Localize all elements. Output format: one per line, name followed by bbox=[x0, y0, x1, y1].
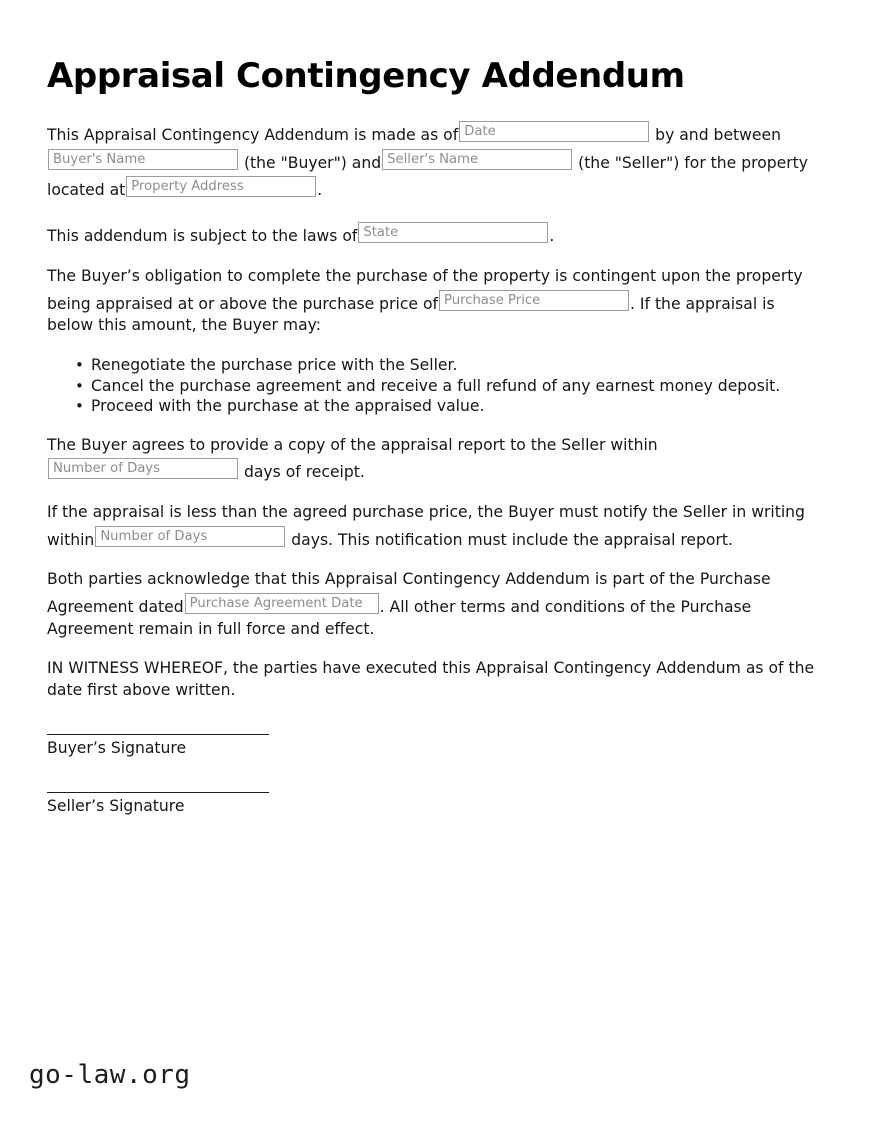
number-of-days-field[interactable]: Number of Days bbox=[48, 458, 238, 479]
list-item-label: Proceed with the purchase at the appraised value. bbox=[91, 397, 485, 415]
bullet-icon: • bbox=[75, 376, 84, 395]
seller-name-field[interactable]: Seller's Name bbox=[382, 149, 572, 170]
list-item bbox=[75, 396, 815, 417]
purchase-price-field[interactable]: Purchase Price bbox=[439, 290, 629, 311]
paragraph-contingency-text-2: . If the appraisal is below this amount, the Buyer may: bbox=[47, 294, 775, 335]
paragraph-governing-law-text-1: This addendum is subject to the laws of bbox=[47, 227, 358, 246]
list-item bbox=[75, 355, 815, 376]
signature-block bbox=[47, 734, 815, 816]
paragraph-parties-text-4: (the "Seller") for the property located at bbox=[47, 153, 808, 200]
buyer-name-field[interactable]: Buyer's Name bbox=[48, 149, 238, 170]
seller-signature-line[interactable] bbox=[47, 792, 269, 793]
seller-signature-label: Seller’s Signature bbox=[47, 796, 185, 815]
bullet-icon: • bbox=[75, 356, 84, 374]
number-of-days-field-2[interactable]: Number of Days bbox=[95, 526, 285, 547]
seller-signature-group bbox=[47, 792, 815, 816]
paragraph-parties-text-5: . bbox=[317, 181, 323, 200]
document-body bbox=[47, 119, 815, 816]
paragraph-parties bbox=[47, 119, 815, 202]
paragraph-notice-text-1: If the appraisal is less than the agreed purchase price, the Buyer must notify the Seller in writing within bbox=[47, 502, 805, 549]
paragraph-contingency bbox=[47, 266, 815, 337]
paragraph-contingency-text-1: The Buyer’s obligation to complete the purchase of the property is contingent upon the property being appraised at or above the purchase price of bbox=[47, 266, 803, 313]
site-brand: go-law.org bbox=[29, 1060, 191, 1090]
paragraph-witness: IN WITNESS WHEREOF, the parties have executed this Appraisal Contingency Addendum as of the date first above written. bbox=[47, 659, 815, 700]
paragraph-report-delivery-text-2: days of receipt. bbox=[243, 463, 365, 482]
buyer-signature-line[interactable] bbox=[47, 734, 269, 735]
date-field[interactable]: Date bbox=[459, 121, 649, 142]
paragraph-notice-text-2: days. This notification must include the appraisal report. bbox=[291, 530, 733, 549]
paragraph-report-delivery-text-1: The Buyer agrees to provide a copy of the appraisal report to the Seller within bbox=[47, 435, 658, 454]
property-address-field[interactable]: Property Address bbox=[126, 176, 316, 197]
paragraph-parties-text-1: This Appraisal Contingency Addendum is made as of bbox=[47, 126, 459, 145]
buyer-signature-group bbox=[47, 734, 815, 758]
state-field[interactable]: State bbox=[358, 222, 548, 243]
paragraph-acknowledgement-text-1: Both parties acknowledge that this Appraisal Contingency Addendum is part of the Purchase Agreement dated bbox=[47, 570, 771, 617]
page-title: Appraisal Contingency Addendum bbox=[47, 56, 685, 96]
paragraph-parties-text-2: by and between bbox=[655, 126, 781, 145]
buyer-options-list bbox=[47, 355, 815, 417]
list-item-label: Renegotiate the purchase price with the Seller. bbox=[91, 356, 458, 374]
bullet-icon: • bbox=[75, 397, 84, 415]
buyer-signature-label: Buyer’s Signature bbox=[47, 738, 187, 757]
paragraph-acknowledgement-text-2: . All other terms and conditions of the Purchase Agreement remain in full force and effect. bbox=[47, 598, 752, 638]
purchase-agreement-date-field[interactable]: Purchase Agreement Date bbox=[185, 593, 379, 614]
paragraph-acknowledgement bbox=[47, 569, 815, 640]
paragraph-governing-law-text-2: . bbox=[549, 227, 555, 246]
list-item-label: Cancel the purchase agreement and receive a full refund of any earnest money deposit. bbox=[91, 376, 781, 395]
paragraph-report-delivery bbox=[47, 435, 815, 484]
paragraph-notice bbox=[47, 502, 815, 551]
paragraph-governing-law bbox=[47, 220, 815, 248]
list-item bbox=[75, 376, 815, 397]
paragraph-parties-text-3: (the "Buyer") and bbox=[243, 153, 382, 172]
